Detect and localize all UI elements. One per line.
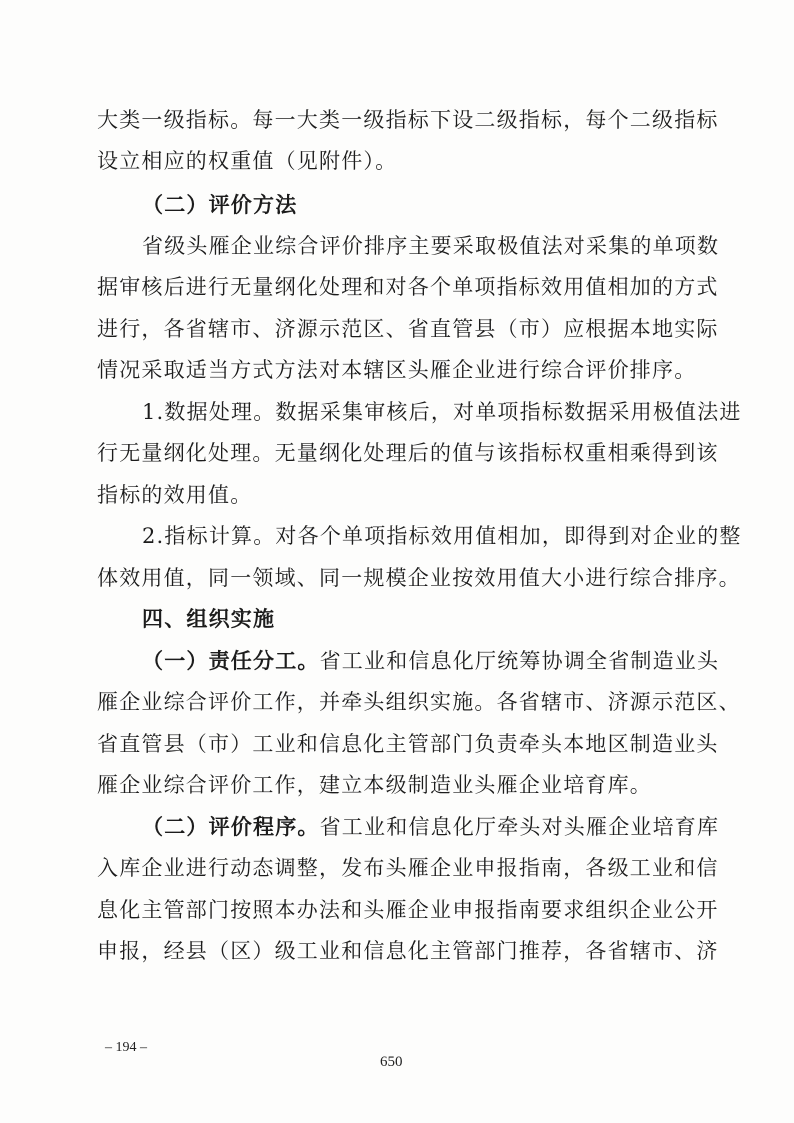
subheading-responsibility: （一）责任分工。 (142, 648, 320, 673)
page-number-left: – 194 – (105, 1040, 147, 1055)
paragraph-line: 申报，经县（区）级工业和信息化主管部门推荐，各省辖市、济 (97, 939, 719, 963)
paragraph-text: 省工业和信息化厅牵头对头雁企业培育库 (319, 815, 720, 839)
paragraph-line: 大类一级指标。每一大类一级指标下设二级指标，每个二级指标 (97, 108, 719, 132)
paragraph-line: 息化主管部门按照本办法和头雁企业申报指南要求组织企业公开 (97, 898, 719, 922)
paragraph-line: 2.指标计算。对各个单项指标效用值相加，即得到对企业的整 (142, 524, 742, 548)
section-heading-eval-method: （二）评价方法 (142, 192, 298, 217)
paragraph-line: 雁企业综合评价工作，并牵头组织实施。各省辖市、济源示范区、 (97, 690, 741, 714)
section-heading-organization: 四、组织实施 (142, 606, 276, 631)
paragraph-line: 指标的效用值。 (97, 483, 253, 507)
paragraph-line: 体效用值，同一领域、同一规模企业按效用值大小进行综合排序。 (97, 566, 741, 590)
paragraph-line: 进行，各省辖市、济源示范区、省直管县（市）应根据本地实际 (97, 317, 719, 341)
paragraph-line (142, 809, 720, 845)
paragraph-line: 入库企业进行动态调整，发布头雁企业申报指南，各级工业和信 (97, 856, 719, 880)
page-number-center: 650 (380, 1054, 403, 1070)
paragraph-line: 据审核后进行无量纲化处理和对各个单项指标效用值相加的方式 (97, 275, 719, 299)
paragraph-line: 设立相应的权重值（见附件）。 (97, 149, 398, 173)
paragraph-text: 省工业和信息化厅统筹协调全省制造业头 (319, 649, 720, 673)
paragraph-line (142, 643, 720, 679)
paragraph-line: 1.数据处理。数据采集审核后，对单项指标数据采用极值法进 (142, 400, 742, 424)
paragraph-line: 行无量纲化处理。无量纲化处理后的值与该指标权重相乘得到该 (97, 441, 719, 465)
paragraph-line: 省直管县（市）工业和信息化主管部门负责牵头本地区制造业头 (97, 732, 719, 756)
paragraph-line: 雁企业综合评价工作，建立本级制造业头雁企业培育库。 (97, 773, 652, 797)
paragraph-line: 省级头雁企业综合评价排序主要采取极值法对采集的单项数 (142, 234, 720, 258)
paragraph-line: 情况采取适当方式方法对本辖区头雁企业进行综合评价排序。 (97, 358, 697, 382)
subheading-eval-procedure: （二）评价程序。 (142, 814, 320, 839)
